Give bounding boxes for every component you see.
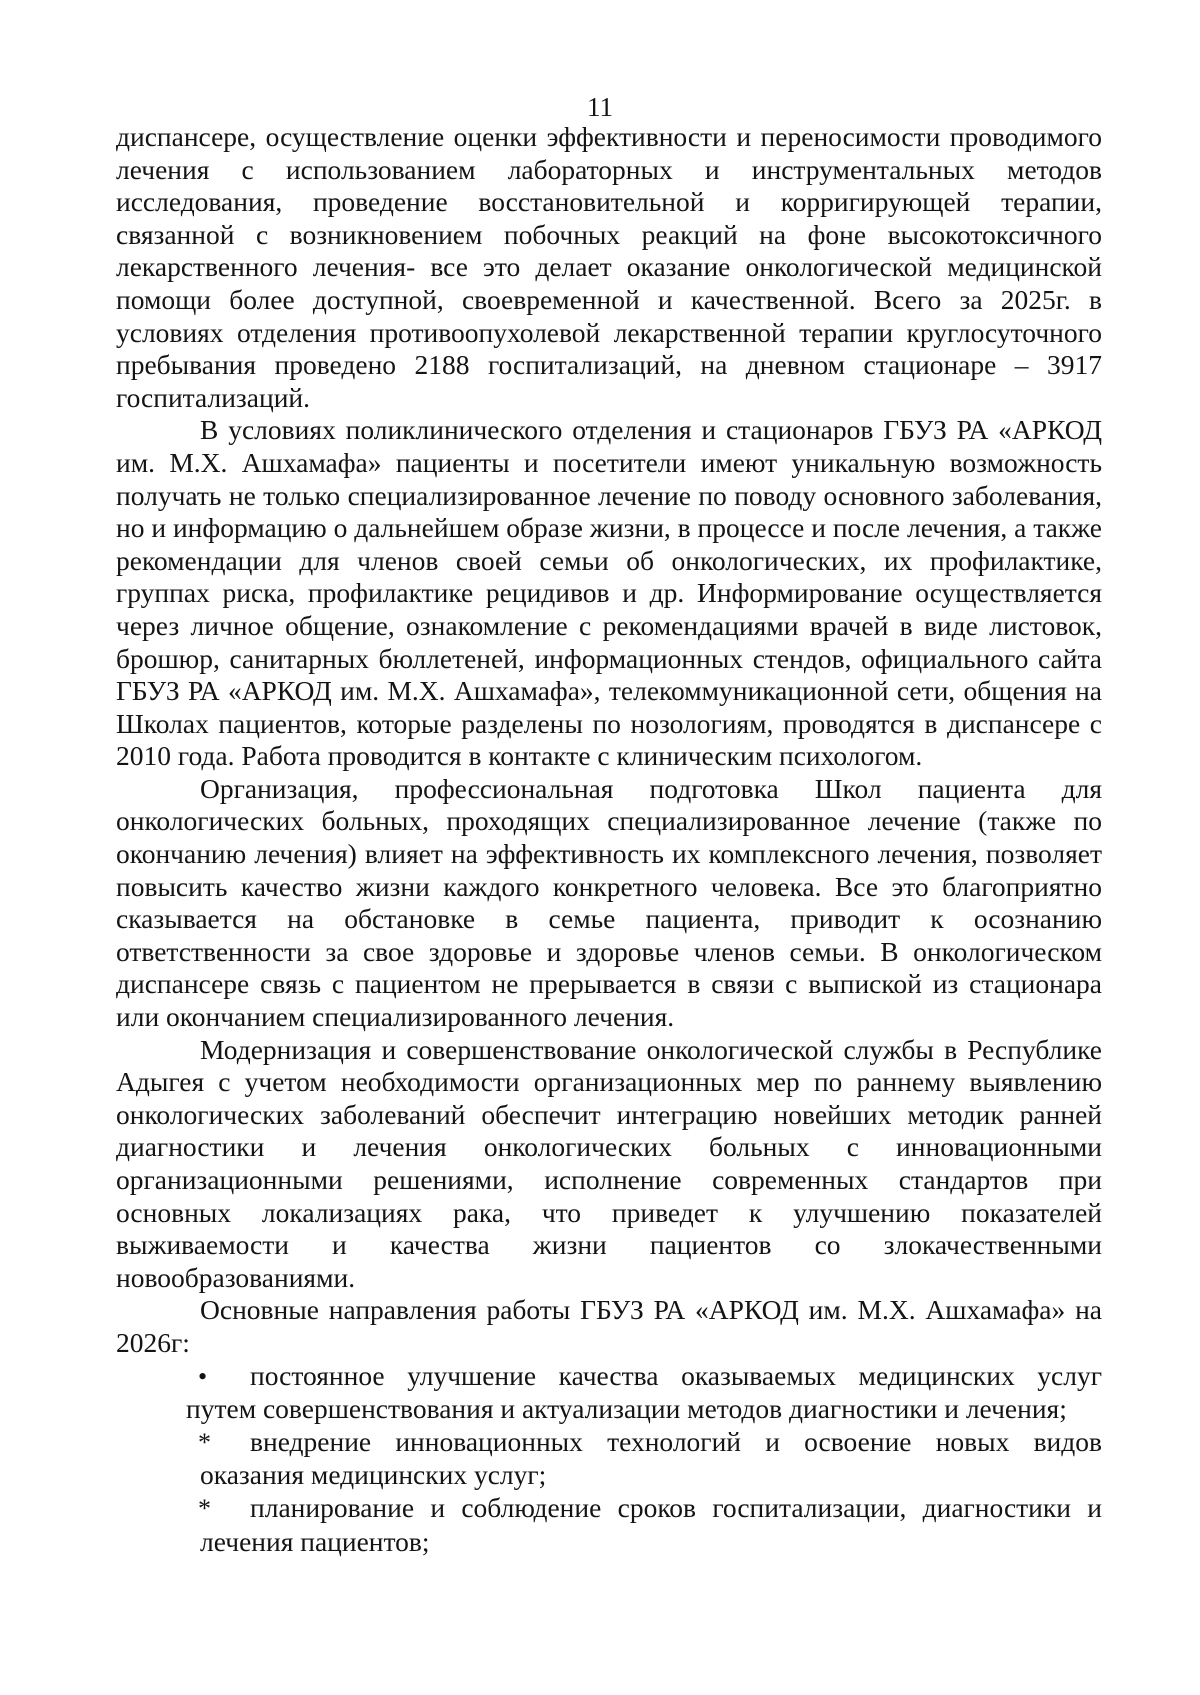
list-item-continuation: путем совершенствования и актуализации методов диагностики и лечения; [186, 1393, 1067, 1425]
asterisk-icon: * [198, 1427, 211, 1457]
list-item-continuation: лечения пациентов; [200, 1525, 430, 1557]
list-item-text: планирование и соблюдение сроков госпитализации, диагностики и [250, 1491, 1102, 1523]
paragraph-patient-schools: Организация, профессиональная подготовка Школ пациента для онкологических больных, проходящих специализированное лечение (также по окончанию лечения) влияет на эффективность их комплексного лечения, позволяет повысить качество жизни каждого конкретного человека. Все это благоприятно сказывается на обстановке в семье пациента, приводит к осознанию ответственности за свое здоровье и здоровье членов семьи. В онкологическом диспансере связь с пациентом не прерывается в связи с выпиской из стационара или окончанием специализированного лечения. [116, 772, 1102, 1033]
list-item-text: внедрение инновационных технологий и освоение новых видов [250, 1425, 1102, 1457]
page-number: 11 [587, 92, 613, 122]
document-body [116, 121, 1102, 1558]
list-item [116, 1492, 1102, 1558]
list-item-text: постоянное улучшение качества оказываемых медицинских услуг [250, 1359, 1102, 1391]
list-item [116, 1360, 1102, 1426]
paragraph-information: В условиях поликлинического отделения и стационаров ГБУЗ РА «АРКОД им. М.Х. Ашхамафа» пациенты и посетители имеют уникальную возможность получать не только специализированное лечение по поводу основного заболевания, но и информацию о дальнейшем образе жизни, в процессе и после лечения, а также рекомендации для членов своей семьи об онкологических, их профилактике, группах риска, профилактике рецидивов и др. Информирование осуществляется через личное общение, ознакомление с рекомендациями врачей в виде листовок, брошюр, санитарных бюллетеней, информационных стендов, официального сайта ГБУЗ РА «АРКОД им. М.Х. Ашхамафа», телекоммуникационной сети, общения на Школах пациентов, которые разделены по нозологиям, проводятся в диспансере с 2010 года. Работа проводится в контакте с клиническим психологом. [116, 414, 1102, 772]
asterisk-icon: * [198, 1493, 211, 1523]
paragraph-main-directions: Основные направления работы ГБУЗ РА «АРКОД им. М.Х. Ашхамафа» на 2026г: [116, 1294, 1102, 1358]
list-item-continuation: оказания медицинских услуг; [200, 1459, 547, 1491]
bullet-dot-icon: • [198, 1361, 208, 1391]
paragraph-modernization: Модернизация и совершенствование онкологической службы в Республике Адыгея с учетом необходимости организационных мер по раннему выявлению онкологических заболеваний обеспечит интеграцию новейших методик ранней диагностики и лечения онкологических больных с инновационными организационными решениями, исполнение современных стандартов при основных локализациях рака, что приведет к улучшению показателей выживаемости и качества жизни пациентов со злокачественными новообразованиями. [116, 1033, 1102, 1293]
list-item [116, 1426, 1102, 1492]
paragraph-continuation: диспансере, осуществление оценки эффективности и переносимости проводимого лечения с использованием лабораторных и инструментальных методов исследования, проведение восстановительной и корригирующей терапии, связанной с возникновением побочных реакций на фоне высокотоксичного лекарственного лечения- все это делает оказание онкологической медицинской помощи более доступной, своевременной и качественной. Всего за 2025г. в условиях отделения противоопухолевой лекарственной терапии круглосуточного пребывания проведено 2188 госпитализаций, на дневном стационаре – 3917 госпитализаций. [116, 121, 1102, 413]
